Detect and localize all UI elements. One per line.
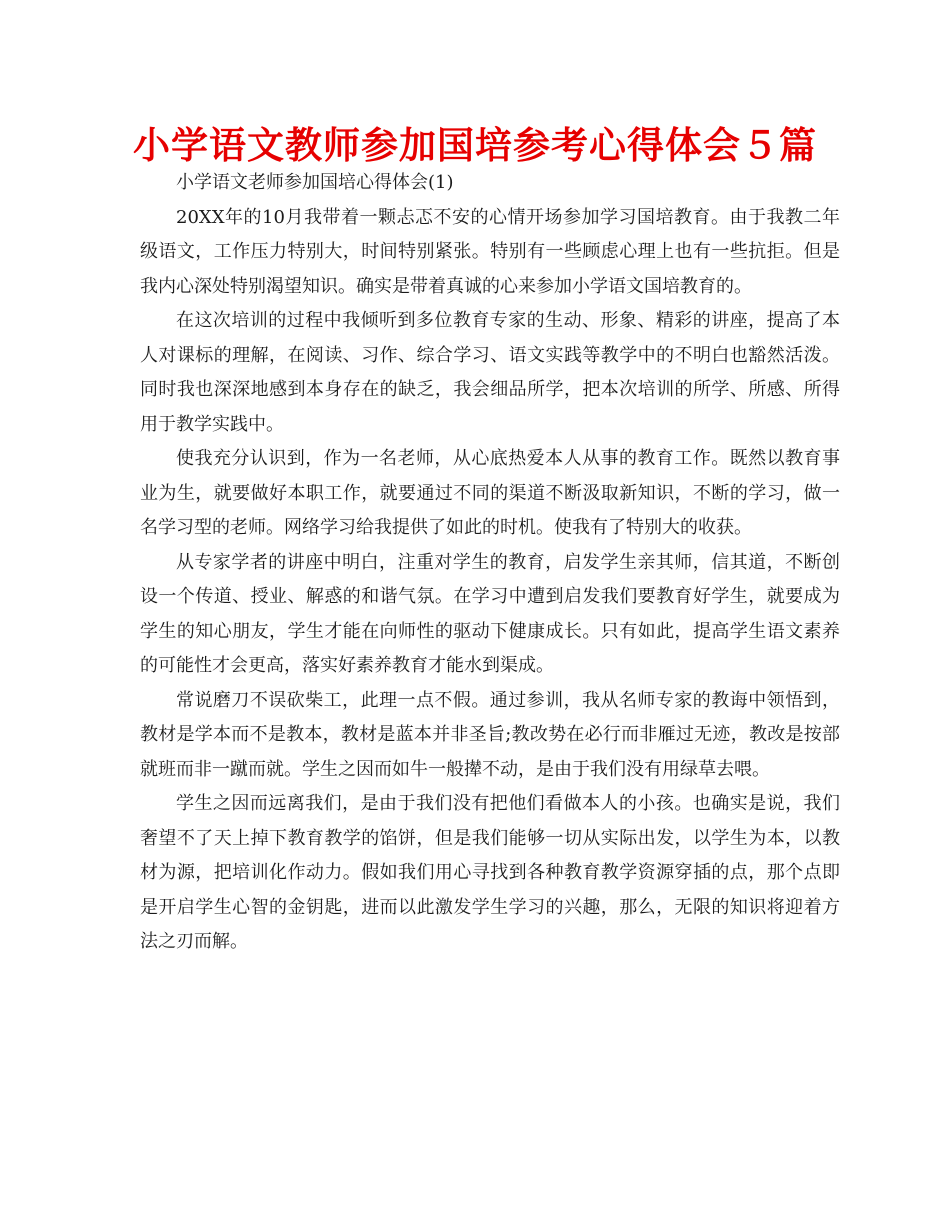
paragraph-5: 常说磨刀不误砍柴工，此理一点不假。通过参训，我从名师专家的教诲中领悟到，教材是学本而不是教本，教材是蓝本并非圣旨;教改势在必行而非雁过无迹，教改是按部就班而非一蹴而就。学生之因而如牛一般撵不动，是由于我们没有用绿草去喂。 xyxy=(140,689,840,780)
document-title: 小学语文教师参加国培参考心得体会５篇 xyxy=(133,124,817,167)
document-body xyxy=(140,166,840,960)
paragraph-4: 从专家学者的讲座中明白，注重对学生的教育，启发学生亲其师，信其道，不断创设一个传道、授业、解惑的和谐气氛。在学习中遭到启发我们要教育好学生，就要成为学生的知心朋友，学生才能在向师性的驱动下健康成长。只有如此，提高学生语文素养的可能性才会更高，落实好素养教育才能水到渠成。 xyxy=(140,551,840,676)
paragraph-2: 在这次培训的过程中我倾听到多位教育专家的生动、形象、精彩的讲座，提高了本人对课标的理解，在阅读、习作、综合学习、语文实践等教学中的不明白也豁然活泼。同时我也深深地感到本身存在的缺乏，我会细品所学，把本次培训的所学、所感、所得用于教学实践中。 xyxy=(140,310,840,435)
paragraph-1: 20XX年的10月我带着一颗忐忑不安的心情开场参加学习国培教育。由于我教二年级语文，工作压力特别大，时间特别紧张。特别有一些顾虑心理上也有一些抗拒。但是我内心深处特别渴望知识。确实是带着真诚的心来参加小学语文国培教育的。 xyxy=(140,206,840,297)
paragraph-3: 使我充分认识到，作为一名老师，从心底热爱本人从事的教育工作。既然以教育事业为生，就要做好本职工作，就要通过不同的渠道不断汲取新知识，不断的学习，做一名学习型的老师。网络学习给我提供了如此的时机。使我有了特别大的收获。 xyxy=(140,448,840,538)
paragraph-6: 学生之因而远离我们，是由于我们没有把他们看做本人的小孩。也确实是说，我们奢望不了天上掉下教育教学的馅饼，但是我们能够一切从实际出发，以学生为本，以教材为源，把培训化作动力。假如我们用心寻找到各种教育教学资源穿插的点，那个点即是开启学生心智的金钥匙，进而以此激发学生学习的兴趣，那么，无限的知识将迎着方法之刃而解。 xyxy=(140,793,840,952)
section-subtitle: 小学语文老师参加国培心得体会(1) xyxy=(176,172,454,193)
